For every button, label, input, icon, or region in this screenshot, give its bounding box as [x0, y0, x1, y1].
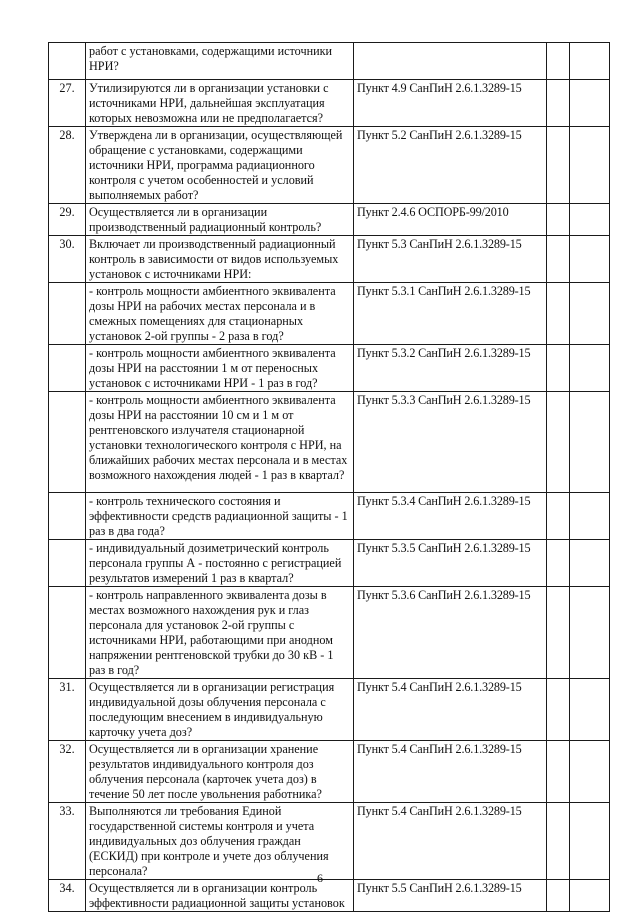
empty-note-cell: [570, 236, 610, 283]
requirement-question: - контроль мощности амбиентного эквивалента дозы НРИ на рабочих местах персонала и в смежных помещениях для стационарных установок 2-ой группы - 2 раза в год?: [86, 283, 354, 345]
requirement-question: Осуществляется ли в организации хранение результатов индивидуального контроля доз облучения персонала (карточек учета доз) в течение 50 лет после увольнения работника?: [86, 741, 354, 803]
empty-note-cell: [570, 392, 610, 493]
requirement-question: Утверждена ли в организации, осуществляющей обращение с установками, содержащими источники НРИ, программа радиационного контроля с учетом особенностей и условий выполняемых работ?: [86, 127, 354, 204]
empty-note-cell: [570, 803, 610, 880]
regulation-reference: Пункт 5.3.4 СанПиН 2.6.1.3289-15: [354, 493, 547, 540]
item-number: [49, 283, 86, 345]
empty-mark-cell: [547, 127, 570, 204]
regulation-reference: Пункт 5.3.1 СанПиН 2.6.1.3289-15: [354, 283, 547, 345]
requirement-question: - контроль технического состояния и эффективности средств радиационной защиты - 1 раз в два года?: [86, 493, 354, 540]
table-row: [49, 80, 610, 127]
item-number: [49, 540, 86, 587]
empty-mark-cell: [547, 392, 570, 493]
empty-note-cell: [570, 43, 610, 80]
item-number: 29.: [49, 204, 86, 236]
table-row: [49, 741, 610, 803]
item-number: [49, 345, 86, 392]
empty-note-cell: [570, 283, 610, 345]
item-number: [49, 587, 86, 679]
requirement-question: Включает ли производственный радиационный контроль в зависимости от видов используемых установок с источниками НРИ:: [86, 236, 354, 283]
empty-note-cell: [570, 741, 610, 803]
empty-mark-cell: [547, 493, 570, 540]
empty-mark-cell: [547, 741, 570, 803]
regulation-reference: Пункт 4.9 СанПиН 2.6.1.3289-15: [354, 80, 547, 127]
table-row: [49, 587, 610, 679]
regulation-reference: Пункт 5.5 СанПиН 2.6.1.3289-15: [354, 880, 547, 912]
item-number: 27.: [49, 80, 86, 127]
requirement-question: Осуществляется ли в организации регистрация индивидуальной дозы облучения персонала с последующим внесением в индивидуальную карточку учета доз?: [86, 679, 354, 741]
table-row: [49, 127, 610, 204]
item-number: 32.: [49, 741, 86, 803]
empty-mark-cell: [547, 236, 570, 283]
regulation-reference: Пункт 2.4.6 ОСПОРБ-99/2010: [354, 204, 547, 236]
regulation-reference: Пункт 5.4 СанПиН 2.6.1.3289-15: [354, 679, 547, 741]
page-number: 6: [317, 871, 323, 885]
item-number: 31.: [49, 679, 86, 741]
requirement-question: работ с установками, содержащими источники НРИ?: [86, 43, 354, 80]
regulation-reference: Пункт 5.3.3 СанПиН 2.6.1.3289-15: [354, 392, 547, 493]
empty-note-cell: [570, 679, 610, 741]
empty-note-cell: [570, 540, 610, 587]
empty-mark-cell: [547, 283, 570, 345]
table-row: [49, 236, 610, 283]
regulation-reference: Пункт 5.3.2 СанПиН 2.6.1.3289-15: [354, 345, 547, 392]
empty-mark-cell: [547, 540, 570, 587]
regulation-reference: [354, 43, 547, 80]
table-row: [49, 43, 610, 80]
regulation-reference: Пункт 5.4 СанПиН 2.6.1.3289-15: [354, 803, 547, 880]
item-number: [49, 392, 86, 493]
empty-mark-cell: [547, 204, 570, 236]
table-row: [49, 803, 610, 880]
requirement-question: Осуществляется ли в организации производственный радиационный контроль?: [86, 204, 354, 236]
regulation-reference: Пункт 5.3.5 СанПиН 2.6.1.3289-15: [354, 540, 547, 587]
regulation-reference: Пункт 5.3.6 СанПиН 2.6.1.3289-15: [354, 587, 547, 679]
table-row: [49, 204, 610, 236]
requirement-question: - контроль мощности амбиентного эквивалента дозы НРИ на расстоянии 1 м от переносных установок с источниками НРИ - 1 раз в год?: [86, 345, 354, 392]
table-row: [49, 540, 610, 587]
empty-note-cell: [570, 80, 610, 127]
item-number: [49, 493, 86, 540]
empty-note-cell: [570, 127, 610, 204]
regulation-reference: Пункт 5.2 СанПиН 2.6.1.3289-15: [354, 127, 547, 204]
table-row: [49, 392, 610, 493]
item-number: [49, 43, 86, 80]
table-row: [49, 493, 610, 540]
requirement-question: - индивидуальный дозиметрический контроль персонала группы А - постоянно с регистрацией результатов измерений 1 раз в квартал?: [86, 540, 354, 587]
requirement-question: - контроль направленного эквивалента дозы в местах возможного нахождения рук и глаз персонала для установок 2-ой группы с источниками НРИ, работающими при анодном напряжении рентгеновской трубки до 30 кВ - 1 раз в год?: [86, 587, 354, 679]
item-number: 34.: [49, 880, 86, 912]
empty-mark-cell: [547, 80, 570, 127]
empty-mark-cell: [547, 679, 570, 741]
item-number: 33.: [49, 803, 86, 880]
empty-note-cell: [570, 493, 610, 540]
empty-note-cell: [570, 204, 610, 236]
empty-note-cell: [570, 587, 610, 679]
empty-mark-cell: [547, 587, 570, 679]
empty-note-cell: [570, 345, 610, 392]
empty-mark-cell: [547, 43, 570, 80]
table-row: [49, 283, 610, 345]
requirement-question: Утилизируются ли в организации установки с источниками НРИ, дальнейшая эксплуатация которых невозможна или не предполагается?: [86, 80, 354, 127]
item-number: 30.: [49, 236, 86, 283]
requirement-question: Осуществляется ли в организации контроль эффективности радиационной защиты установок: [86, 880, 354, 912]
requirement-question: Выполняются ли требования Единой государственной системы контроля и учета индивидуальных доз облучения граждан (ЕСКИД) при контроле и учете доз облучения персонала?: [86, 803, 354, 880]
regulation-reference: Пункт 5.4 СанПиН 2.6.1.3289-15: [354, 741, 547, 803]
item-number: 28.: [49, 127, 86, 204]
table-row: [49, 679, 610, 741]
empty-mark-cell: [547, 345, 570, 392]
empty-mark-cell: [547, 803, 570, 880]
requirement-question: - контроль мощности амбиентного эквивалента дозы НРИ на расстоянии 10 см и 1 м от рентгеновского излучателя стационарной установки технологического контроля с НРИ, на ближайших рабочих местах персонала и в местах возможного нахождения людей - 1 раз в квартал?: [86, 392, 354, 493]
regulation-reference: Пункт 5.3 СанПиН 2.6.1.3289-15: [354, 236, 547, 283]
table-row: [49, 345, 610, 392]
checklist-table: [48, 42, 610, 912]
